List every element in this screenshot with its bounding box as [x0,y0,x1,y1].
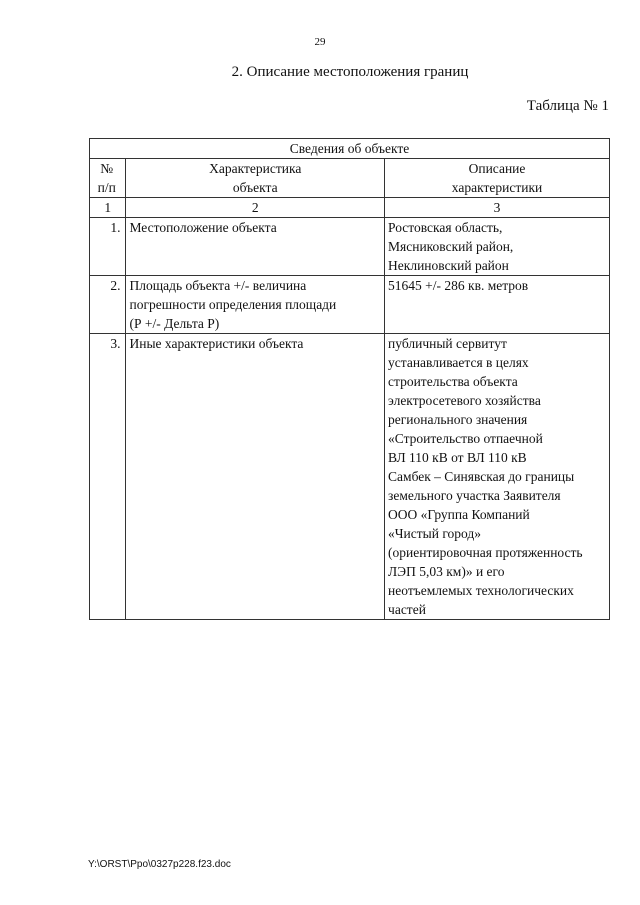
header-num: № п/п [90,159,126,198]
column-number-3: 3 [385,198,610,218]
column-number-row [90,198,610,218]
header-description: Описание характеристики [385,159,610,198]
table-label: Таблица № 1 [526,98,609,114]
row-description: публичный сервитут устанавливается в целях строительства объекта электросетевого хозяйства регионального значения «Строительство отпаечной ВЛ 110 кВ от ВЛ 110 кВ Самбек – Синявская до границы земельного участка Заявителя ООО «Группа Компаний «Чистый город» (ориентировочная протяженность ЛЭП 5,03 км)» и его неотъемлемых технологических частей [385,334,610,620]
table-caption-row [90,139,610,159]
row-description: 51645 +/- 286 кв. метров [385,276,610,334]
row-characteristic: Местоположение объекта [126,218,385,276]
column-number-2: 2 [126,198,385,218]
footer-file-path: Y:\ORST\Ppo\0327p228.f23.doc [88,859,231,870]
row-characteristic: Площадь объекта +/- величина погрешности определения площади (Р +/- Дельта Р) [126,276,385,334]
row-number: 3. [90,334,126,620]
table-row [90,218,610,276]
row-description: Ростовская область, Мясниковский район, Неклиновский район [385,218,610,276]
row-number: 2. [90,276,126,334]
header-characteristic: Характеристика объекта [126,159,385,198]
row-characteristic: Иные характеристики объекта [126,334,385,620]
row-number: 1. [90,218,126,276]
section-title: 2. Описание местоположения границ [231,64,469,80]
table-row [90,334,610,620]
table-caption: Сведения об объекте [90,139,610,159]
table-row [90,276,610,334]
page-number: 29 [314,36,326,48]
column-number-1: 1 [90,198,126,218]
table-header-row [90,159,610,198]
object-info-table [89,138,610,620]
